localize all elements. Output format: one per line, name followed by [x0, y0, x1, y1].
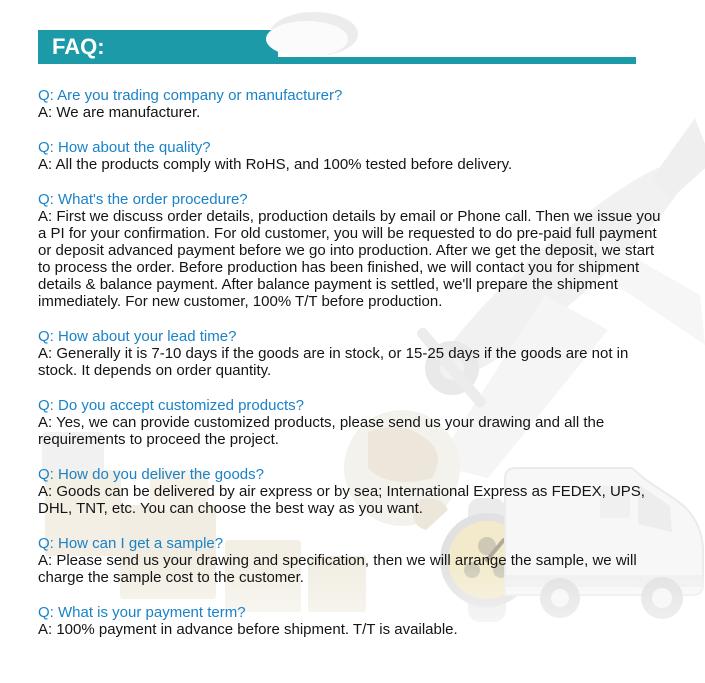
- faq-item: [38, 87, 662, 121]
- faq-answer: A: All the products comply with RoHS, and 100% tested before delivery.: [38, 156, 513, 173]
- banner-notch: [266, 21, 348, 57]
- faq-item: [38, 328, 662, 379]
- faq-answer: A: Generally it is 7-10 days if the goods are in stock, or 15-25 days if the goods are not in stock. It depends on order quantity.: [38, 345, 629, 379]
- faq-answer: A: First we discuss order details, production details by email or Phone call. Then we issue you a PI for your confirmation. For old customer, you will be requested to do pre-paid full payment or deposit advanced payment before we go into production. After we get the deposit, we start to process the order. Before production has been finished, we will contact you for shipment details & balance payment. After balance payment is settled, we'll prepare the shipment immediately. For new customer, 100% T/T before production.: [38, 208, 661, 310]
- faq-item: [38, 191, 662, 310]
- faq-item: [38, 466, 662, 517]
- faq-answer: A: Please send us your drawing and specification, then we will arrange the sample, we will charge the sample cost to the customer.: [38, 552, 637, 586]
- faq-item: [38, 139, 662, 173]
- faq-question: Q: What's the order procedure?: [38, 191, 248, 208]
- faq-question: Q: How about the quality?: [38, 139, 211, 156]
- faq-item: [38, 397, 662, 448]
- faq-answer: A: We are manufacturer.: [38, 104, 201, 121]
- faq-item: [38, 604, 662, 638]
- faq-answer: A: 100% payment in advance before shipment. T/T is available.: [38, 621, 458, 638]
- faq-question: Q: How do you deliver the goods?: [38, 466, 264, 483]
- faq-question: Q: What is your payment term?: [38, 604, 246, 621]
- faq-item: [38, 535, 662, 586]
- faq-answer: A: Yes, we can provide customized products, please send us your drawing and all the requirements to proceed the project.: [38, 414, 605, 448]
- faq-question: Q: How about your lead time?: [38, 328, 237, 345]
- faq-answer: A: Goods can be delivered by air express or by sea; International Express as FEDEX, UPS, DHL, TNT, etc. You can choose the best way as you want.: [38, 483, 645, 517]
- faq-question: Q: How can I get a sample?: [38, 535, 224, 552]
- faq-question: Q: Do you accept customized products?: [38, 397, 304, 414]
- faq-banner: [0, 0, 705, 72]
- faq-question: Q: Are you trading company or manufacturer?: [38, 87, 343, 104]
- banner-underline: [38, 57, 636, 64]
- page-title: FAQ:: [52, 34, 105, 59]
